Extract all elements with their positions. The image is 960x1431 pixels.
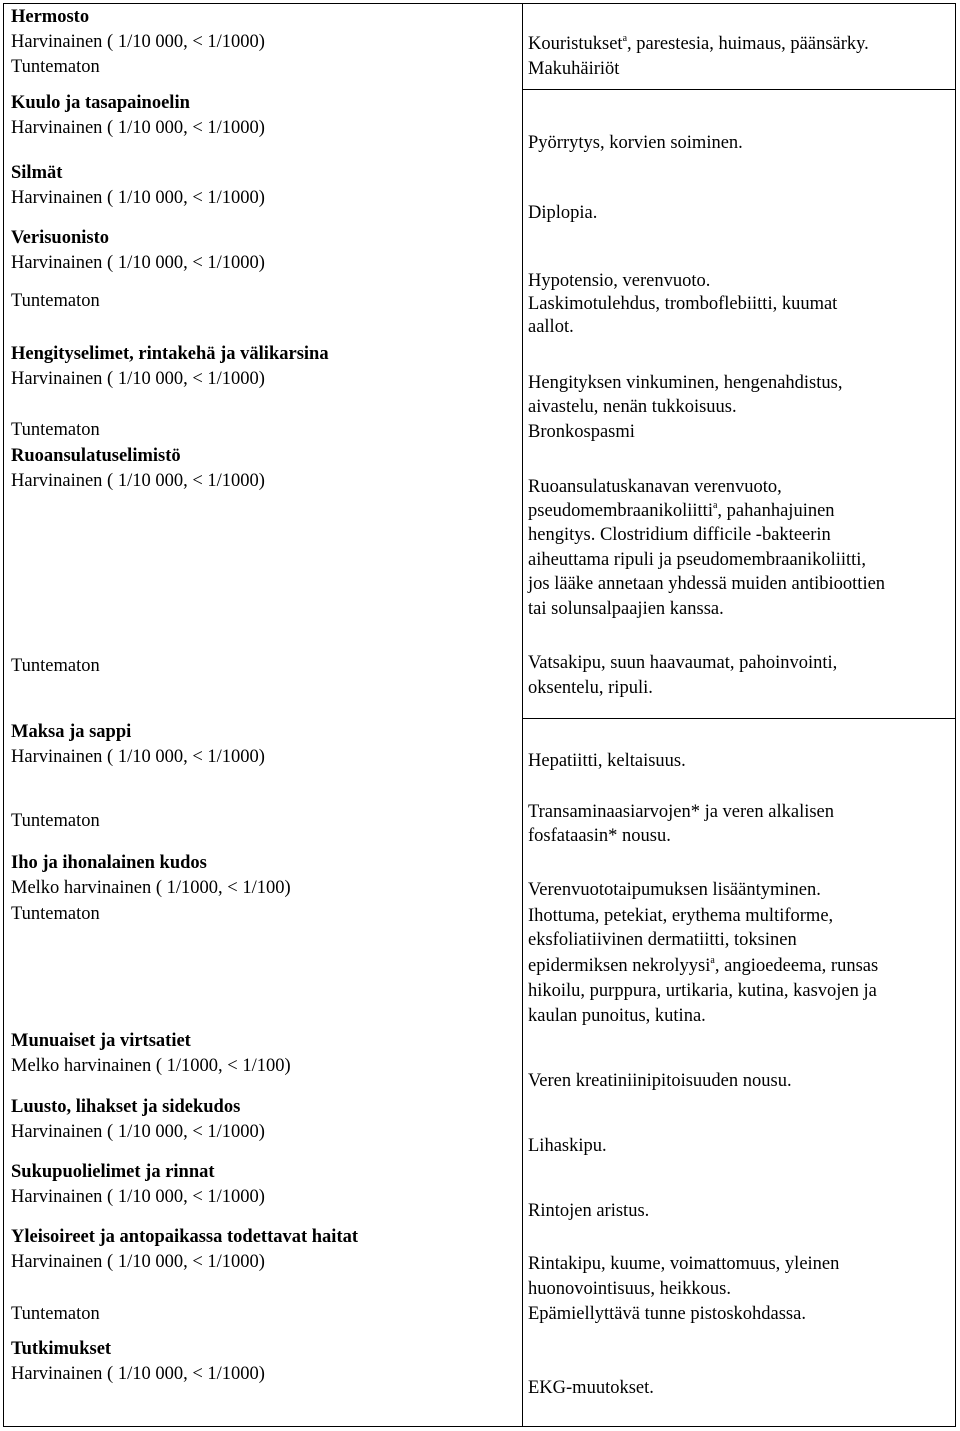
frequency-rare: Harvinainen ( 1/10 000, < 1/1000) [11, 118, 265, 138]
row-divider [522, 89, 956, 90]
effect-text: Laskimotulehdus, tromboflebiitti, kuumat [528, 294, 838, 314]
table-border-left [3, 3, 4, 1427]
table-border-right [955, 3, 956, 1427]
frequency-rare: Harvinainen ( 1/10 000, < 1/1000) [11, 32, 265, 52]
frequency-unknown: Tuntematon [11, 1304, 100, 1324]
organ-class-luusto: Luusto, lihakset ja sidekudos [11, 1097, 241, 1117]
organ-class-ruoansulatus: Ruoansulatuselimistö [11, 446, 181, 466]
organ-class-yleis: Yleisoireet ja antopaikassa todettavat haitat [11, 1227, 359, 1247]
organ-class-kuulo: Kuulo ja tasapainoelin [11, 93, 190, 113]
organ-class-verisuonisto: Verisuonisto [11, 228, 110, 248]
frequency-unknown: Tuntematon [11, 904, 100, 924]
organ-class-silmat: Silmät [11, 163, 63, 183]
frequency-unknown: Tuntematon [11, 420, 100, 440]
frequency-rare: Harvinainen ( 1/10 000, < 1/1000) [11, 1252, 265, 1272]
effect-text: Rintojen aristus. [528, 1201, 650, 1221]
table-border-bottom [3, 1426, 956, 1427]
effect-text: Rintakipu, kuume, voimattomuus, yleinen [528, 1254, 840, 1274]
effect-text: pseudomembraanikoliitti$^a$, pahanhajuinen [528, 500, 835, 521]
organ-class-hengityselimet: Hengityselimet, rintakehä ja välikarsina [11, 344, 329, 364]
effect-text: fosfataasin* nousu. [528, 826, 671, 846]
effect-text: aallot. [528, 317, 574, 337]
frequency-unknown: Tuntematon [11, 656, 100, 676]
effect-text: Ihottuma, petekiat, erythema multiforme, [528, 906, 834, 926]
frequency-unknown: Tuntematon [11, 57, 100, 77]
organ-class-sukupuoli: Sukupuolielimet ja rinnat [11, 1162, 215, 1182]
frequency-rare: Harvinainen ( 1/10 000, < 1/1000) [11, 471, 265, 491]
effect-text: epidermiksen nekrolyysi$^a$, angioedeema, runsas [528, 955, 879, 976]
effect-text: hengitys. Clostridium difficile -bakteerin [528, 525, 831, 545]
organ-class-iho: Iho ja ihonalainen kudos [11, 853, 207, 873]
frequency-rare: Harvinainen ( 1/10 000, < 1/1000) [11, 1364, 265, 1384]
effect-text: hikoilu, purppura, urtikaria, kutina, kasvojen ja [528, 981, 877, 1001]
effect-text: Hypotensio, verenvuoto. [528, 271, 711, 291]
effect-text: Ruoansulatuskanavan verenvuoto, [528, 477, 782, 497]
frequency-rare: Harvinainen ( 1/10 000, < 1/1000) [11, 369, 265, 389]
effect-text: Verenvuototaipumuksen lisääntyminen. [528, 880, 821, 900]
effect-text: Hepatiitti, keltaisuus. [528, 751, 686, 771]
organ-class-munuaiset: Munuaiset ja virtsatiet [11, 1031, 191, 1051]
effect-text: Hengityksen vinkuminen, hengenahdistus, [528, 373, 843, 393]
organ-class-tutkimukset: Tutkimukset [11, 1339, 112, 1359]
column-divider [522, 3, 523, 1427]
table-border-top [3, 3, 956, 4]
frequency-rare: Harvinainen ( 1/10 000, < 1/1000) [11, 747, 265, 767]
effect-text: aivastelu, nenän tukkoisuus. [528, 397, 737, 417]
effect-text: Bronkospasmi [528, 422, 635, 442]
effect-text: tai solunsalpaajien kanssa. [528, 599, 724, 619]
frequency-rare: Harvinainen ( 1/10 000, < 1/1000) [11, 253, 265, 273]
effect-text: jos lääke annetaan yhdessä muiden antibioottien [528, 574, 886, 594]
frequency-rare: Harvinainen ( 1/10 000, < 1/1000) [11, 1122, 265, 1142]
effect-text: kaulan punoitus, kutina. [528, 1006, 706, 1026]
frequency-rare: Harvinainen ( 1/10 000, < 1/1000) [11, 1187, 265, 1207]
effect-text: aiheuttama ripuli ja pseudomembraanikoliitti, [528, 550, 867, 570]
effect-text: Vatsakipu, suun haavaumat, pahoinvointi, [528, 653, 838, 673]
effect-text: oksentelu, ripuli. [528, 678, 653, 698]
effect-text: Kouristukset$^a$, parestesia, huimaus, päänsärky. [528, 33, 869, 54]
effect-text: Makuhäiriöt [528, 59, 620, 79]
organ-class-hermosto: Hermosto [11, 7, 90, 27]
adverse-effects-table [3, 3, 956, 1427]
effect-text: Pyörrytys, korvien soiminen. [528, 133, 743, 153]
frequency-uncommon: Melko harvinainen ( 1/1000, < 1/100) [11, 878, 291, 898]
frequency-rare: Harvinainen ( 1/10 000, < 1/1000) [11, 188, 265, 208]
frequency-uncommon: Melko harvinainen ( 1/1000, < 1/100) [11, 1056, 291, 1076]
effect-text: Diplopia. [528, 203, 598, 223]
effect-text: Veren kreatiniinipitoisuuden nousu. [528, 1071, 792, 1091]
frequency-unknown: Tuntematon [11, 291, 100, 311]
organ-class-maksa: Maksa ja sappi [11, 722, 132, 742]
effect-text: Epämiellyttävä tunne pistoskohdassa. [528, 1304, 806, 1324]
effect-text: Transaminaasiarvojen* ja veren alkalisen [528, 802, 835, 822]
row-divider [522, 718, 956, 719]
effect-text: EKG-muutokset. [528, 1378, 654, 1398]
effect-text: Lihaskipu. [528, 1136, 607, 1156]
effect-text: huonovointisuus, heikkous. [528, 1279, 731, 1299]
frequency-unknown: Tuntematon [11, 811, 100, 831]
effect-text: eksfoliatiivinen dermatiitti, toksinen [528, 930, 797, 950]
